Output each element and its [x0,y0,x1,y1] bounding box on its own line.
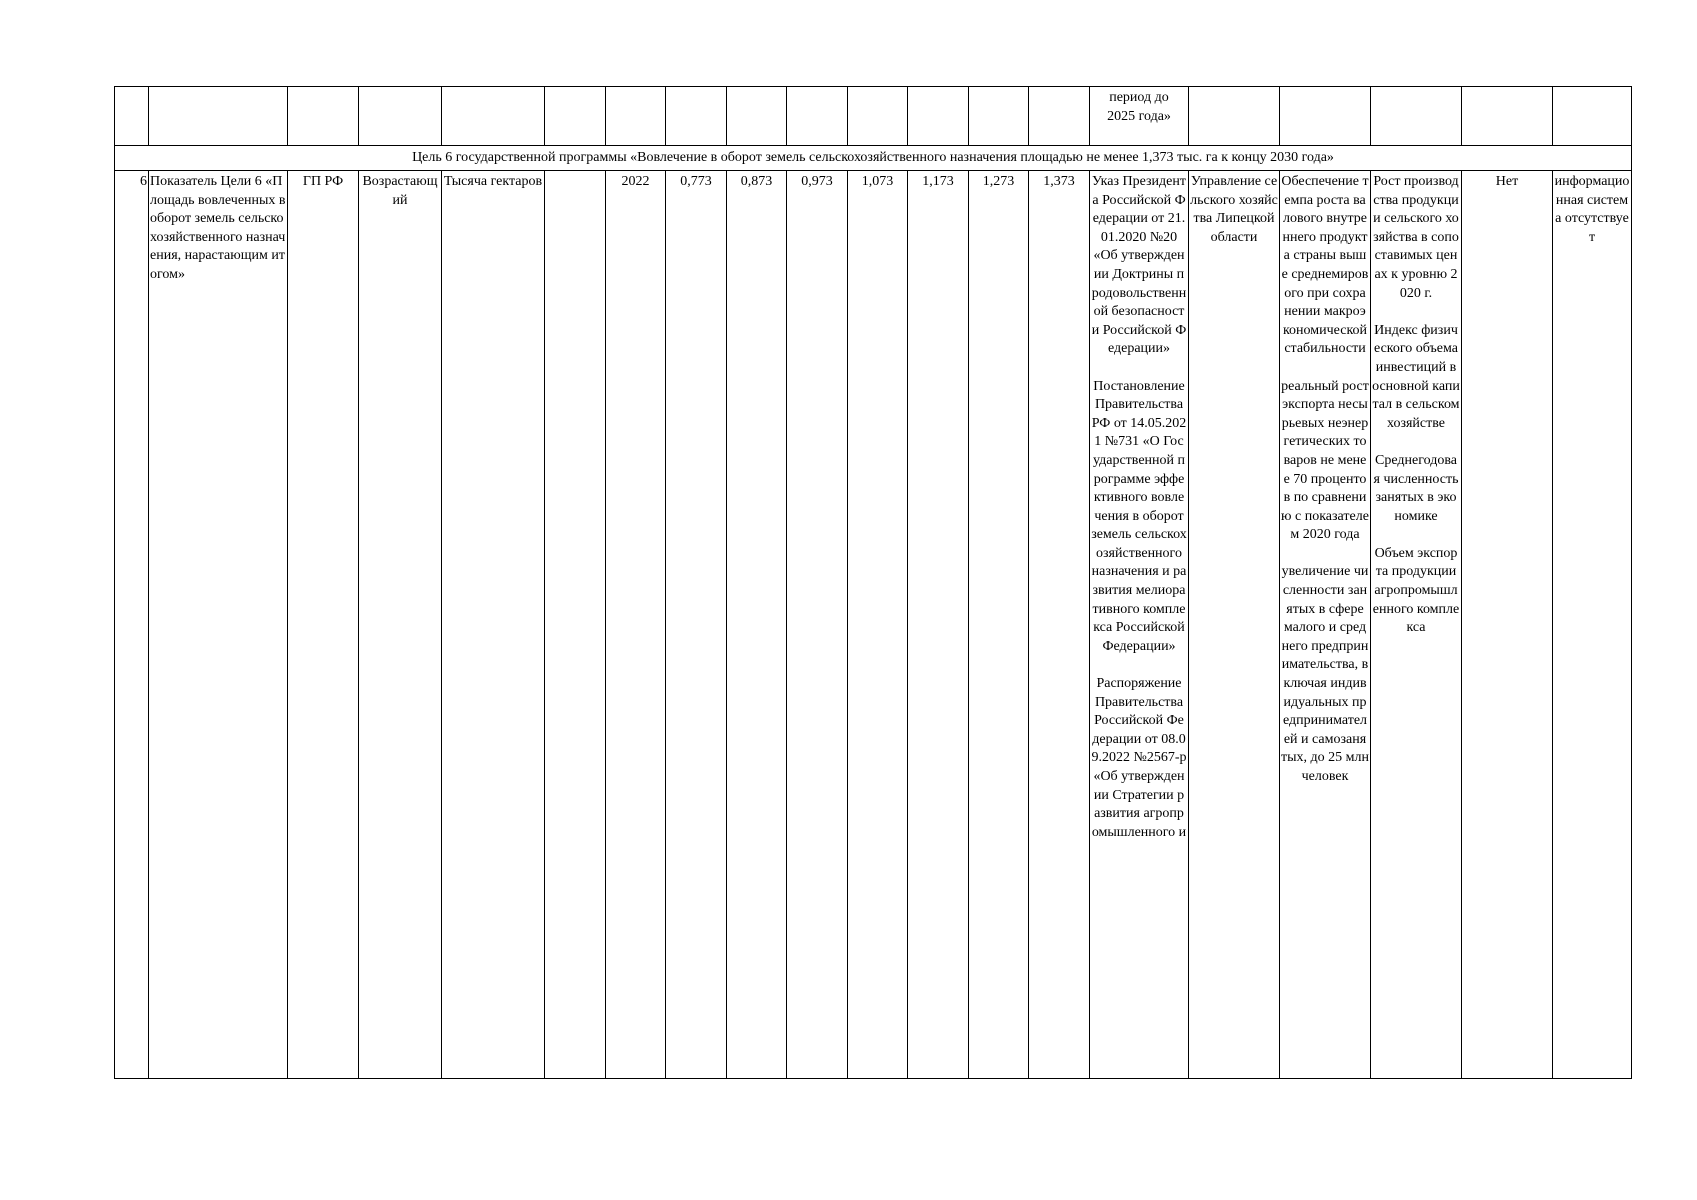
table-cell [848,87,908,146]
base-year: 2022 [606,171,666,1079]
goal-title: Цель 6 государственной программы «Вовлечение в оборот земель сельскохозяйственного назначения площадью не менее 1,373 тыс. га к концу 2030 года» [115,146,1632,171]
national-goal-cell: Обеспечение темпа роста валового внутреннего продукта страны выше среднемирового при сохранении макроэкономической стабильности реальный рост экспорта несырьевых неэнергетических товаров не менее 70 процентов по сравнению с показателем 2020 года увеличение численности занятых в сфере малого и среднего предпринимательства, включая индивидуальных предпринимателей и самозанятых, до 25 млн человек [1280,171,1371,1079]
goal-row [115,146,1632,171]
table-cell [969,87,1029,146]
table-cell [1371,87,1462,146]
table-cell [442,87,545,146]
table-cell [288,87,359,146]
row-number: 6 [115,171,149,1079]
indicator-row [115,171,1632,1079]
table-cell [1553,87,1632,146]
table-cell [1462,87,1553,146]
state-program-indicators-cell: Рост производства продукции сельского хозяйства в сопоставимых ценах к уровню 2020 г. Индекс физического объема инвестиций в основной капитал в сельском хозяйстве Среднегодовая численность занятых в экономике Объем экспорта продукции агропромышленного комплекса [1371,171,1462,1079]
table-cell [545,87,606,146]
indicator-level: ГП РФ [288,171,359,1079]
decomposition-cell: Нет [1462,171,1553,1079]
indicator-trend: Возрастающий [359,171,442,1079]
table-cell [606,87,666,146]
table-cell [1280,87,1371,146]
value-cell: 0,773 [666,171,727,1079]
base-value [545,171,606,1079]
table-cell [149,87,288,146]
table-cell [666,87,727,146]
table-row [115,87,1632,146]
table-cell [359,87,442,146]
table-cell [787,87,848,146]
table-cell [115,87,149,146]
indicator-table [114,86,1632,1079]
value-cell: 1,373 [1029,171,1090,1079]
value-cell: 0,973 [787,171,848,1079]
value-cell: 1,073 [848,171,908,1079]
indicator-name: Показатель Цели 6 «Площадь вовлеченных в оборот земель сельскохозяйственного назначения, нарастающим итогом» [149,171,288,1079]
info-system-cell: информационная система отсутствует [1553,171,1632,1079]
value-cell: 1,273 [969,171,1029,1079]
table-cell [727,87,787,146]
table-cell [1189,87,1280,146]
table-cell [908,87,969,146]
responsible-cell: Управление сельского хозяйства Липецкой области [1189,171,1280,1079]
value-cell: 1,173 [908,171,969,1079]
unit-of-measure: Тысяча гектаров [442,171,545,1079]
value-cell: 0,873 [727,171,787,1079]
documents-cell: Указ Президента Российской Федерации от 21.01.2020 №20 «Об утверждении Доктрины продовольственной безопасности Российской Федерации» Постановление Правительства РФ от 14.05.2021 №731 «О Государственной программе эффективного вовлечения в оборот земель сельскохозяйственного назначения и развития мелиоративного комплекса Российской Федерации» Распоряжение Правительства Российской Федерации от 08.09.2022 №2567-р «Об утверждении Стратегии развития агропромышленного и [1090,171,1189,1079]
deadline-cell: период до 2025 года» [1090,87,1189,146]
table-cell [1029,87,1090,146]
